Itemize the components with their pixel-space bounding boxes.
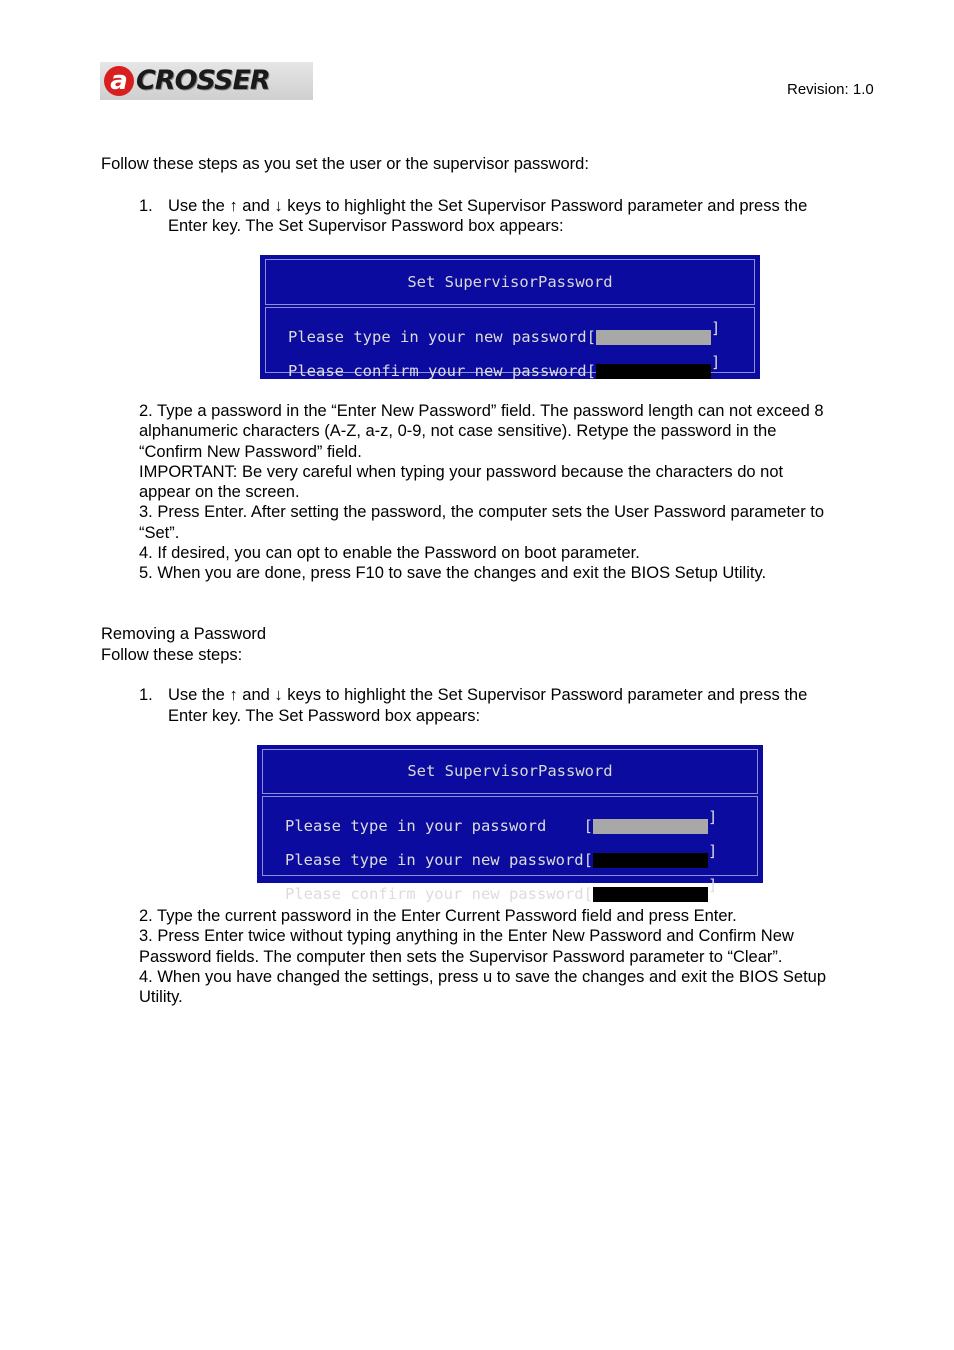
new-password-field[interactable] [593,853,708,868]
set-supervisor-password-dialog [257,745,763,903]
step-line: 4. If desired, you can opt to enable the Password on boot parameter. [139,544,640,563]
new-password-row: Please type in your new password [ ] [288,319,721,346]
new-password-row: Please type in your new password [ ] [285,842,718,869]
set-supervisor-password-dialog [260,255,760,379]
step-text: Use the ↑ and ↓ keys to highlight the Set Supervisor Password parameter and press the [168,686,808,704]
confirm-password-field[interactable] [596,364,711,379]
section-intro: Follow these steps: [101,646,243,664]
step-line: 5. When you are done, press F10 to save the changes and exit the BIOS Setup Utility. [139,564,767,583]
important-note: IMPORTANT: Be very careful when typing your password because the characters do not [139,462,784,481]
step-line: 2. Type a password in the “Enter New Password” field. The password length can not exceed 8 [139,402,824,420]
step-line: “Set”. [139,523,180,542]
prompt-label: Please type in your new password [288,327,587,346]
prompt-label: Please confirm your new password [285,884,584,903]
step-text: Use the ↑ and ↓ keys to highlight the Set Supervisor Password parameter and press the [168,197,808,215]
step-text: Enter key. The Set Supervisor Password box appears: [168,217,564,235]
intro-text: Follow these steps as you set the user or the supervisor password: [101,155,589,173]
step-line: appear on the screen. [139,483,300,502]
step-line: 3. Press Enter twice without typing anything in the Enter New Password and Confirm New [139,927,794,946]
step-line: “Confirm New Password” field. [139,442,362,461]
prompt-label: Please type in your new password [285,850,584,869]
confirm-password-row: Please confirm your new password [ ] [285,876,718,903]
company-logo [100,62,313,100]
prompt-label: Please type in your password [285,816,584,835]
step-line: Password fields. The computer then sets the Supervisor Password parameter to “Clear”. [139,947,783,966]
step-line: 2. Type the current password in the Enter Current Password field and press Enter. [139,907,737,925]
step-number: 1. [139,197,153,215]
steps-block [139,401,824,584]
dialog-body [262,796,758,903]
logo-mark: a [104,66,134,96]
step-number: 1. [139,686,153,704]
prompt-label: Please confirm your new password [288,361,587,380]
confirm-password-field[interactable] [593,887,708,902]
step-line: alphanumeric characters (A-Z, a-z, 0-9, not case sensitive). Retype the password in the [139,422,777,441]
step-line: Utility. [139,988,183,1007]
section-heading: Removing a Password [101,625,267,643]
step-text: Enter key. The Set Password box appears: [168,707,481,725]
logo-text: CROSSER [136,64,270,96]
dialog-title: Set SupervisorPassword [262,749,758,794]
dialog-body [265,307,755,380]
confirm-password-row: Please confirm your new password [ ] [288,353,721,380]
steps-block [139,906,826,1007]
step-line: 4. When you have changed the settings, press u to save the changes and exit the BIOS Setup [139,967,827,986]
current-password-field[interactable] [593,819,708,834]
step-line: 3. Press Enter. After setting the password, the computer sets the User Password parameter to [139,503,825,522]
dialog-title: Set SupervisorPassword [265,259,755,305]
new-password-field[interactable] [596,330,711,345]
current-password-row: Please type in your password [ ] [285,808,718,835]
revision-label: Revision: 1.0 [787,81,874,98]
